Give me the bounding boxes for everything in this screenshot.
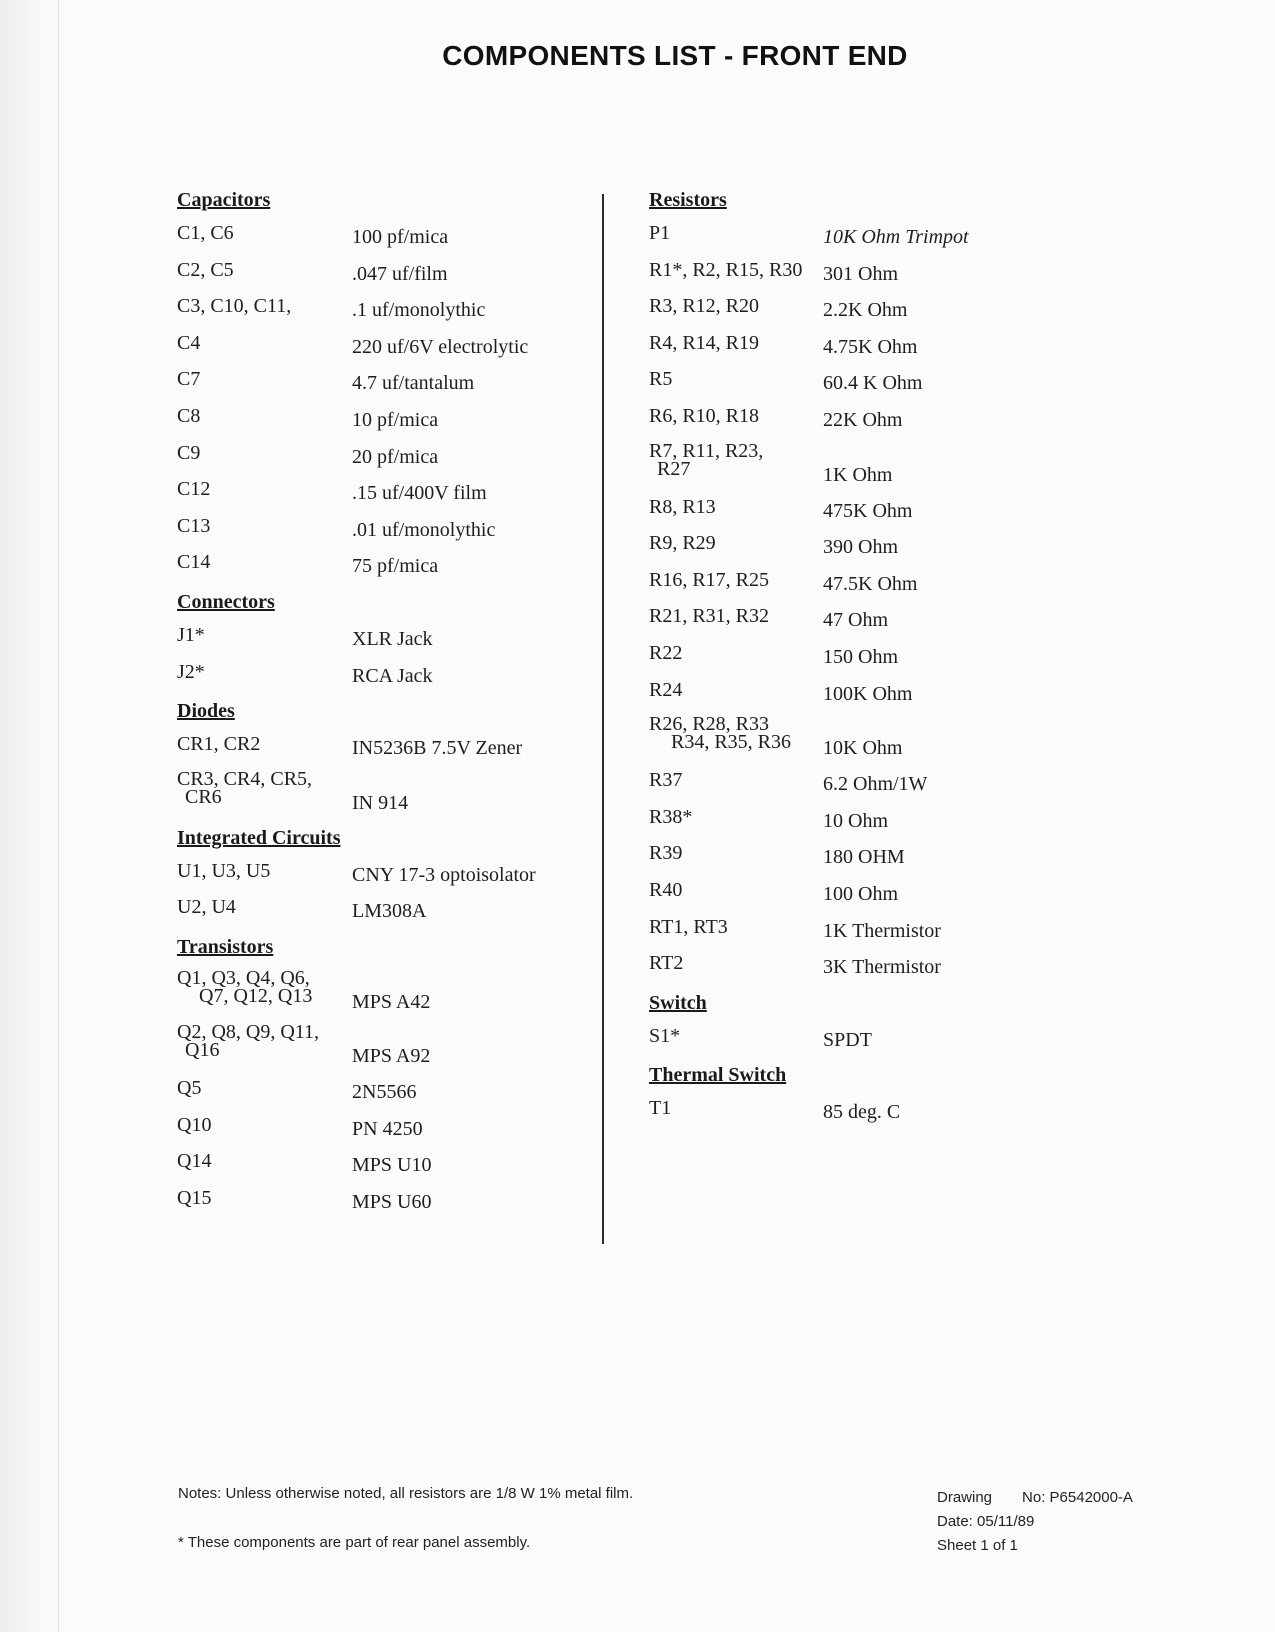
section-heading-diodes: Diodes bbox=[177, 700, 235, 723]
component-row bbox=[174, 401, 594, 438]
component-row bbox=[174, 255, 594, 292]
component-row bbox=[174, 218, 594, 255]
designator-line: C4 bbox=[177, 331, 201, 354]
section-heading-integrated-circuits: Integrated Circuits bbox=[177, 826, 341, 849]
designator-line: S1* bbox=[649, 1024, 681, 1047]
notes-rear-panel: * These components are part of rear panel assembly. bbox=[178, 1534, 531, 1551]
component-value: 47.5K Ohm bbox=[823, 572, 918, 595]
component-value: 220 uf/6V electrolytic bbox=[352, 335, 529, 358]
component-row bbox=[646, 565, 1026, 602]
component-row bbox=[174, 1110, 594, 1147]
right-column bbox=[646, 182, 1026, 1130]
component-designators bbox=[177, 1076, 352, 1099]
component-value: MPS A42 bbox=[352, 990, 431, 1013]
component-designators bbox=[177, 660, 352, 683]
designator-line: C8 bbox=[177, 404, 201, 427]
designator-line: Q14 bbox=[177, 1150, 212, 1173]
component-value: 150 Ohm bbox=[823, 645, 898, 668]
column-divider bbox=[602, 194, 604, 1244]
component-row bbox=[174, 965, 594, 1019]
component-row bbox=[646, 638, 1026, 675]
designator-line: R21, R31, R32 bbox=[649, 605, 770, 628]
component-designators bbox=[649, 842, 824, 865]
component-value: 1K Ohm bbox=[823, 463, 893, 486]
component-value: IN 914 bbox=[352, 791, 409, 814]
component-designators bbox=[649, 878, 824, 901]
component-row bbox=[646, 875, 1026, 912]
designator-line: Q7, Q12, Q13 bbox=[199, 984, 313, 1007]
designator-line: R9, R29 bbox=[649, 532, 716, 555]
notes-resistor-spec: Notes: Unless otherwise noted, all resistors are 1/8 W 1% metal film. bbox=[178, 1485, 634, 1502]
designator-line: R40 bbox=[649, 878, 683, 901]
component-designators bbox=[177, 224, 352, 242]
component-value: LM308A bbox=[352, 900, 427, 923]
drawing-number-line bbox=[937, 1486, 1133, 1510]
designator-line: P1 bbox=[649, 222, 671, 244]
drawing-date: Date: 05/11/89 bbox=[937, 1513, 1035, 1530]
component-row bbox=[646, 528, 1026, 565]
component-row bbox=[174, 657, 594, 694]
section-heading-resistors: Resistors bbox=[649, 189, 727, 211]
designator-line: C9 bbox=[177, 441, 201, 464]
component-row bbox=[646, 1021, 1026, 1058]
component-row bbox=[646, 711, 1026, 765]
designator-line: Q5 bbox=[177, 1076, 202, 1099]
component-value: 100 Ohm bbox=[823, 882, 898, 905]
designator-line: R16, R17, R25 bbox=[649, 568, 770, 591]
designator-line: R8, R13 bbox=[649, 495, 716, 518]
component-designators bbox=[177, 896, 352, 919]
component-value: .047 uf/film bbox=[352, 262, 448, 285]
component-value: MPS U10 bbox=[352, 1154, 432, 1177]
drawing-info-block bbox=[937, 1486, 1133, 1558]
component-row bbox=[174, 1019, 594, 1073]
section-heading-thermal-switch: Thermal Switch bbox=[649, 1064, 787, 1087]
component-value: 301 Ohm bbox=[823, 262, 898, 285]
designator-line: U2, U4 bbox=[177, 896, 236, 919]
component-value: 180 OHM bbox=[823, 846, 905, 869]
component-row bbox=[646, 291, 1026, 328]
component-designators bbox=[649, 805, 824, 828]
component-row bbox=[646, 601, 1026, 638]
component-designators bbox=[177, 1113, 352, 1136]
component-row bbox=[646, 1093, 1026, 1130]
designator-line: CR3, CR4, CR5, bbox=[177, 767, 313, 790]
designator-line: Q15 bbox=[177, 1186, 212, 1209]
component-row bbox=[174, 364, 594, 401]
component-designators bbox=[649, 1097, 824, 1120]
component-row bbox=[646, 492, 1026, 529]
component-row bbox=[646, 438, 1026, 492]
designator-line: C12 bbox=[177, 478, 211, 501]
component-designators bbox=[649, 605, 824, 628]
component-value: IN5236B 7.5V Zener bbox=[352, 737, 523, 760]
component-designators bbox=[177, 551, 352, 574]
component-value: PN 4250 bbox=[352, 1117, 423, 1140]
component-row bbox=[646, 675, 1026, 712]
component-designators bbox=[177, 733, 352, 756]
component-value: XLR Jack bbox=[352, 627, 433, 650]
component-row bbox=[174, 620, 594, 657]
designator-line: R6, R10, R18 bbox=[649, 404, 760, 427]
component-row bbox=[646, 765, 1026, 802]
component-value: 10 pf/mica bbox=[352, 408, 439, 431]
component-designators bbox=[177, 441, 352, 464]
component-designators bbox=[177, 1150, 352, 1173]
designator-line: R26, R28, R33 bbox=[649, 713, 770, 736]
component-row bbox=[174, 1183, 594, 1220]
component-designators bbox=[649, 495, 824, 518]
component-value: SPDT bbox=[823, 1028, 872, 1051]
component-row bbox=[174, 438, 594, 475]
component-designators bbox=[177, 258, 352, 281]
component-designators bbox=[649, 532, 824, 555]
component-row bbox=[646, 255, 1026, 292]
designator-line: Q10 bbox=[177, 1113, 212, 1136]
designator-line: R39 bbox=[649, 842, 683, 865]
component-row bbox=[646, 802, 1026, 839]
component-row bbox=[174, 1073, 594, 1110]
designator-line: RT2 bbox=[649, 952, 684, 975]
component-value: 60.4 K Ohm bbox=[823, 372, 923, 395]
left-column bbox=[174, 182, 594, 1219]
designator-line: C2, C5 bbox=[177, 258, 234, 281]
component-row bbox=[174, 729, 594, 766]
component-value: 20 pf/mica bbox=[352, 445, 439, 468]
component-row bbox=[174, 892, 594, 929]
designator-line: RT1, RT3 bbox=[649, 915, 728, 938]
component-value: 6.2 Ohm/1W bbox=[823, 773, 928, 796]
designator-line: R1*, R2, R15, R30 bbox=[649, 258, 803, 281]
designator-line: R34, R35, R36 bbox=[671, 731, 792, 754]
component-row bbox=[646, 912, 1026, 949]
section-heading-transistors: Transistors bbox=[177, 935, 274, 958]
component-row bbox=[646, 838, 1026, 875]
component-designators bbox=[649, 404, 824, 427]
designator-line: C3, C10, C11, bbox=[177, 295, 292, 318]
component-designators bbox=[649, 952, 824, 975]
component-designators bbox=[649, 295, 824, 318]
component-row bbox=[174, 766, 594, 820]
component-row bbox=[174, 547, 594, 584]
component-designators bbox=[177, 331, 352, 354]
component-designators bbox=[649, 224, 824, 242]
designator-line: T1 bbox=[649, 1097, 672, 1120]
designator-line: R5 bbox=[649, 368, 673, 391]
component-value: 475K Ohm bbox=[823, 499, 913, 522]
drawing-sheet: Sheet 1 of 1 bbox=[937, 1537, 1018, 1554]
component-designators bbox=[649, 368, 824, 391]
component-designators bbox=[177, 295, 352, 318]
scanned-page-edge bbox=[0, 0, 59, 1632]
component-designators bbox=[649, 915, 824, 938]
component-value: 390 Ohm bbox=[823, 536, 898, 559]
component-value: 85 deg. C bbox=[823, 1101, 901, 1124]
component-row bbox=[174, 291, 594, 328]
designator-line: Q1, Q3, Q4, Q6, bbox=[177, 966, 310, 989]
component-designators bbox=[649, 439, 824, 480]
component-value: 4.7 uf/tantalum bbox=[352, 372, 475, 395]
designator-line: C7 bbox=[177, 368, 201, 391]
component-value: .1 uf/monolythic bbox=[352, 299, 486, 322]
component-designators bbox=[177, 859, 352, 882]
component-designators bbox=[177, 514, 352, 537]
component-designators bbox=[177, 1020, 352, 1061]
designator-line: J2* bbox=[177, 660, 205, 683]
designator-line: R3, R12, R20 bbox=[649, 295, 760, 318]
section-heading-connectors: Connectors bbox=[177, 590, 275, 613]
component-row bbox=[174, 511, 594, 548]
component-value: 2.2K Ohm bbox=[823, 299, 908, 322]
designator-line: R7, R11, R23, bbox=[649, 439, 764, 462]
component-designators bbox=[177, 623, 352, 646]
page-title: COMPONENTS LIST - FRONT END bbox=[442, 40, 908, 71]
section-heading-switch: Switch bbox=[649, 991, 707, 1014]
designator-line: J1* bbox=[177, 623, 205, 646]
designator-line: Q16 bbox=[185, 1038, 220, 1061]
component-designators bbox=[177, 404, 352, 427]
component-row bbox=[174, 328, 594, 365]
designator-line: U1, U3, U5 bbox=[177, 859, 271, 882]
designator-line: R37 bbox=[649, 769, 683, 792]
component-row bbox=[174, 856, 594, 893]
component-designators bbox=[649, 641, 824, 664]
designator-line: Q2, Q8, Q9, Q11, bbox=[177, 1020, 320, 1043]
component-value: 1K Thermistor bbox=[823, 919, 941, 942]
component-value: 47 Ohm bbox=[823, 609, 888, 632]
component-value: MPS A92 bbox=[352, 1044, 431, 1067]
component-value: RCA Jack bbox=[352, 664, 433, 687]
component-value: CNY 17-3 optoisolator bbox=[352, 863, 536, 886]
designator-line: R22 bbox=[649, 641, 683, 664]
designator-line: C1, C6 bbox=[177, 222, 234, 244]
component-designators bbox=[649, 1024, 824, 1047]
component-designators bbox=[177, 478, 352, 501]
component-designators bbox=[649, 258, 824, 281]
component-value: 75 pf/mica bbox=[352, 555, 439, 578]
component-designators bbox=[649, 568, 824, 591]
designator-line: CR6 bbox=[185, 785, 222, 808]
component-row bbox=[646, 948, 1026, 985]
designator-line: R27 bbox=[657, 457, 691, 480]
component-row bbox=[646, 364, 1026, 401]
component-value: 22K Ohm bbox=[823, 408, 903, 431]
component-designators bbox=[177, 966, 352, 1007]
component-designators bbox=[649, 713, 824, 754]
designator-line: R4, R14, R19 bbox=[649, 331, 760, 354]
designator-line: R24 bbox=[649, 678, 683, 701]
component-row bbox=[646, 218, 1026, 255]
component-value: 3K Thermistor bbox=[823, 956, 941, 979]
component-designators bbox=[177, 1186, 352, 1209]
component-value: 100K Ohm bbox=[823, 682, 913, 705]
component-value: 10K Ohm Trimpot bbox=[823, 226, 969, 248]
component-designators bbox=[649, 769, 824, 792]
component-row bbox=[174, 1146, 594, 1183]
component-row bbox=[646, 401, 1026, 438]
component-value: .15 uf/400V film bbox=[352, 482, 487, 505]
component-value: .01 uf/monolythic bbox=[352, 518, 496, 541]
component-value: 100 pf/mica bbox=[352, 226, 449, 248]
component-designators bbox=[177, 368, 352, 391]
component-designators bbox=[649, 331, 824, 354]
component-value: 4.75K Ohm bbox=[823, 335, 918, 358]
component-designators bbox=[649, 678, 824, 701]
component-value: MPS U60 bbox=[352, 1190, 432, 1213]
drawing-label: Drawing bbox=[937, 1489, 993, 1506]
designator-line: CR1, CR2 bbox=[177, 733, 261, 756]
designator-line: R38* bbox=[649, 805, 693, 828]
designator-line: C14 bbox=[177, 551, 211, 574]
component-value: 10K Ohm bbox=[823, 737, 903, 760]
designator-line: C13 bbox=[177, 514, 211, 537]
component-value: 2N5566 bbox=[352, 1080, 417, 1103]
component-row bbox=[646, 328, 1026, 365]
drawing-number: No: P6542000-A bbox=[1022, 1489, 1133, 1506]
component-value: 10 Ohm bbox=[823, 809, 888, 832]
component-designators bbox=[177, 767, 352, 808]
section-heading-capacitors: Capacitors bbox=[177, 189, 271, 211]
component-row bbox=[174, 474, 594, 511]
